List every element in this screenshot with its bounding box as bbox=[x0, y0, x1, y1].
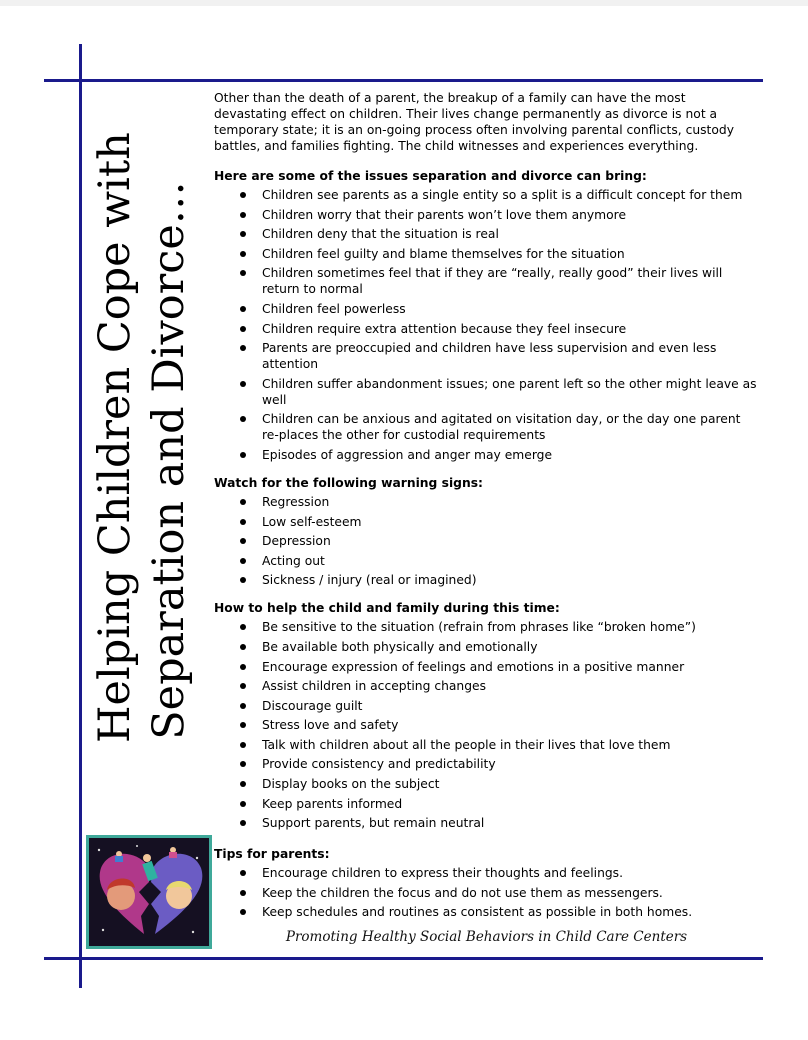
list-item: Regression bbox=[214, 494, 759, 510]
issues-list bbox=[214, 187, 759, 463]
list-item: Discourage guilt bbox=[214, 698, 759, 714]
list-item: Children sometimes feel that if they are “really, really good” their lives will return to normal bbox=[214, 265, 759, 297]
warning-heading: Watch for the following warning signs: bbox=[214, 475, 483, 490]
title-line-2: Separation and Divorce… bbox=[144, 181, 194, 740]
list-item: Assist children in accepting changes bbox=[214, 678, 759, 694]
broken-heart-family-icon bbox=[86, 835, 212, 949]
list-item: Low self-esteem bbox=[214, 514, 759, 530]
clipart-svg bbox=[89, 838, 209, 946]
title-line-1: Helping Children Cope with bbox=[90, 132, 140, 743]
list-item: Children require extra attention because they feel insecure bbox=[214, 321, 759, 337]
warning-list bbox=[214, 494, 759, 588]
list-item: Children can be anxious and agitated on visitation day, or the day one parent re-places the other for custodial requirements bbox=[214, 411, 759, 443]
list-item: Children worry that their parents won’t love them anymore bbox=[214, 207, 759, 223]
intro-paragraph: Other than the death of a parent, the breakup of a family can have the most devastating effect on children. Their lives change permanently as divorce is not a temporary state; it is an on-going process often involving parental conflicts, custody battles, and families fighting. The child witnesses and experiences everything. bbox=[214, 91, 734, 153]
list-item: Children deny that the situation is real bbox=[214, 226, 759, 242]
tips-list bbox=[214, 865, 759, 920]
list-item: Talk with children about all the people in their lives that love them bbox=[214, 737, 759, 753]
list-item: Be available both physically and emotionally bbox=[214, 639, 759, 655]
main-content bbox=[214, 90, 759, 843]
top-rule bbox=[44, 79, 763, 82]
page-title bbox=[88, 132, 210, 743]
list-item: Children see parents as a single entity so a split is a difficult concept for them bbox=[214, 187, 759, 203]
list-item: Encourage expression of feelings and emotions in a positive manner bbox=[214, 659, 759, 675]
list-item: Stress love and safety bbox=[214, 717, 759, 733]
list-item: Provide consistency and predictability bbox=[214, 756, 759, 772]
tips-heading: Tips for parents: bbox=[214, 847, 330, 861]
bottom-rule bbox=[44, 957, 763, 960]
list-item: Sickness / injury (real or imagined) bbox=[214, 572, 759, 588]
list-item: Children feel powerless bbox=[214, 301, 759, 317]
list-item: Children feel guilty and blame themselves for the situation bbox=[214, 246, 759, 262]
list-item: Depression bbox=[214, 533, 759, 549]
page-top-shade bbox=[0, 0, 808, 6]
list-item: Be sensitive to the situation (refrain from phrases like “broken home”) bbox=[214, 619, 759, 635]
list-item: Children suffer abandonment issues; one parent left so the other might leave as well bbox=[214, 376, 759, 408]
list-item: Display books on the subject bbox=[214, 776, 759, 792]
tips-section bbox=[214, 846, 759, 932]
list-item: Support parents, but remain neutral bbox=[214, 815, 759, 831]
list-item: Keep schedules and routines as consistent as possible in both homes. bbox=[214, 904, 759, 920]
help-heading: How to help the child and family during this time: bbox=[214, 601, 560, 616]
help-list bbox=[214, 619, 759, 831]
left-rule bbox=[79, 44, 82, 988]
list-item: Keep the children the focus and do not use them as messengers. bbox=[214, 885, 759, 901]
list-item: Encourage children to express their thoughts and feelings. bbox=[214, 865, 759, 881]
list-item: Episodes of aggression and anger may emerge bbox=[214, 447, 759, 463]
list-item: Parents are preoccupied and children have less supervision and even less attention bbox=[214, 340, 759, 372]
footer-tagline: Promoting Healthy Social Behaviors in Child Care Centers bbox=[285, 929, 688, 945]
list-item: Keep parents informed bbox=[214, 796, 759, 812]
issues-heading: Here are some of the issues separation and divorce can bring: bbox=[214, 169, 647, 183]
list-item: Acting out bbox=[214, 553, 759, 569]
